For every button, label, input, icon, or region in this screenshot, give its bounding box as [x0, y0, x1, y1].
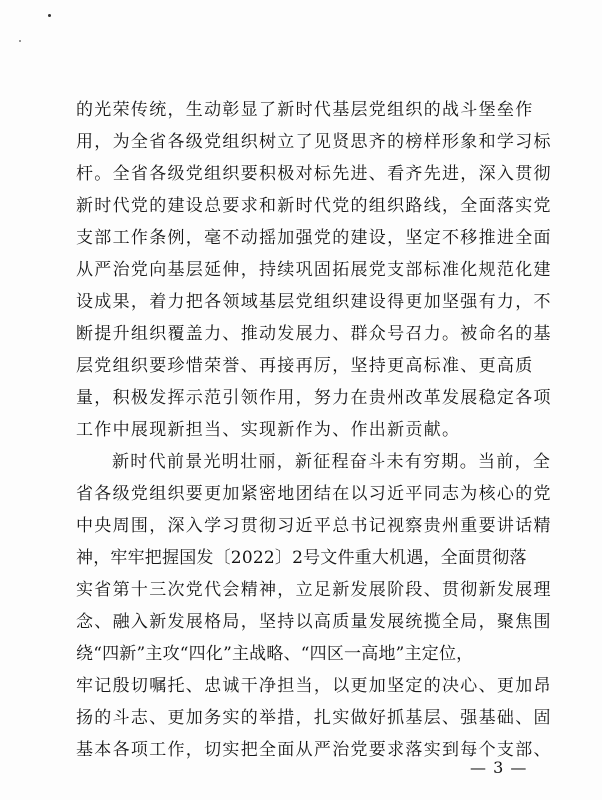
text-line: 设成果，着力把各领域基层党组织建设得更加坚强有力，不	[76, 292, 552, 312]
text-line: 支部工作条例，毫不动摇加强党的建设，坚定不移推进全面	[76, 228, 552, 248]
page-number: — 3 —	[470, 758, 528, 777]
scan-speck	[48, 14, 51, 17]
text-line: 新时代党的建设总要求和新时代党的组织路线，全面落实党	[76, 196, 552, 216]
text-line: 中央周围，深入学习贯彻习近平总书记视察贵州重要讲话精	[76, 516, 552, 536]
text-line: 工作中展现新担当、实现新作为、作出新贡献。	[76, 420, 461, 440]
text-line: 断提升组织覆盖力、推动发展力、群众号召力。被命名的基	[76, 324, 552, 344]
text-line: 的光荣传统，生动彰显了新时代基层党组织的战斗堡垒作	[76, 100, 534, 120]
text-line: 层党组织要珍惜荣誉、再接再厉，坚持更高标准、更高质	[76, 356, 534, 376]
text-line: 念、融入新发展格局，坚持以高质量发展统揽全局，聚焦围	[76, 612, 552, 632]
text-line: 用，为全省各级党组织树立了见贤思齐的榜样形象和学习标	[76, 132, 552, 152]
body-text	[76, 94, 552, 766]
scan-speck	[19, 40, 21, 42]
text-line: 从严治党向基层延伸，持续巩固拓展党支部标准化规范化建	[76, 260, 552, 280]
text-line: 牢记殷切嘱托、忠诚干净担当，以更加坚定的决心、更加昂	[76, 676, 552, 696]
text-line: 省各级党组织要更加紧密地团结在以习近平同志为核心的党	[76, 484, 552, 504]
text-line: 绕“四新”主攻“四化”主战略、“四区一高地”主定位，	[76, 644, 474, 664]
text-line: 量，积极发挥示范引领作用，努力在贵州改革发展稳定各项	[76, 388, 552, 408]
text-line: 杆。全省各级党组织要积极对标先进、看齐先进，深入贯彻	[76, 164, 552, 184]
text-line: 扬的斗志、更加务实的举措，扎实做好抓基层、强基础、固	[76, 708, 552, 728]
text-line: 基本各项工作，切实把全面从严治党要求落实到每个支部、	[76, 740, 552, 760]
text-line: 神，牢牢把握国发〔2022〕2号文件重大机遇，全面贯彻落	[76, 548, 527, 568]
paragraph-first-line: 新时代前景光明壮丽，新征程奋斗未有穷期。当前，全	[112, 452, 552, 472]
text-line: 实省第十三次党代会精神，立足新发展阶段、贯彻新发展理	[76, 580, 552, 600]
